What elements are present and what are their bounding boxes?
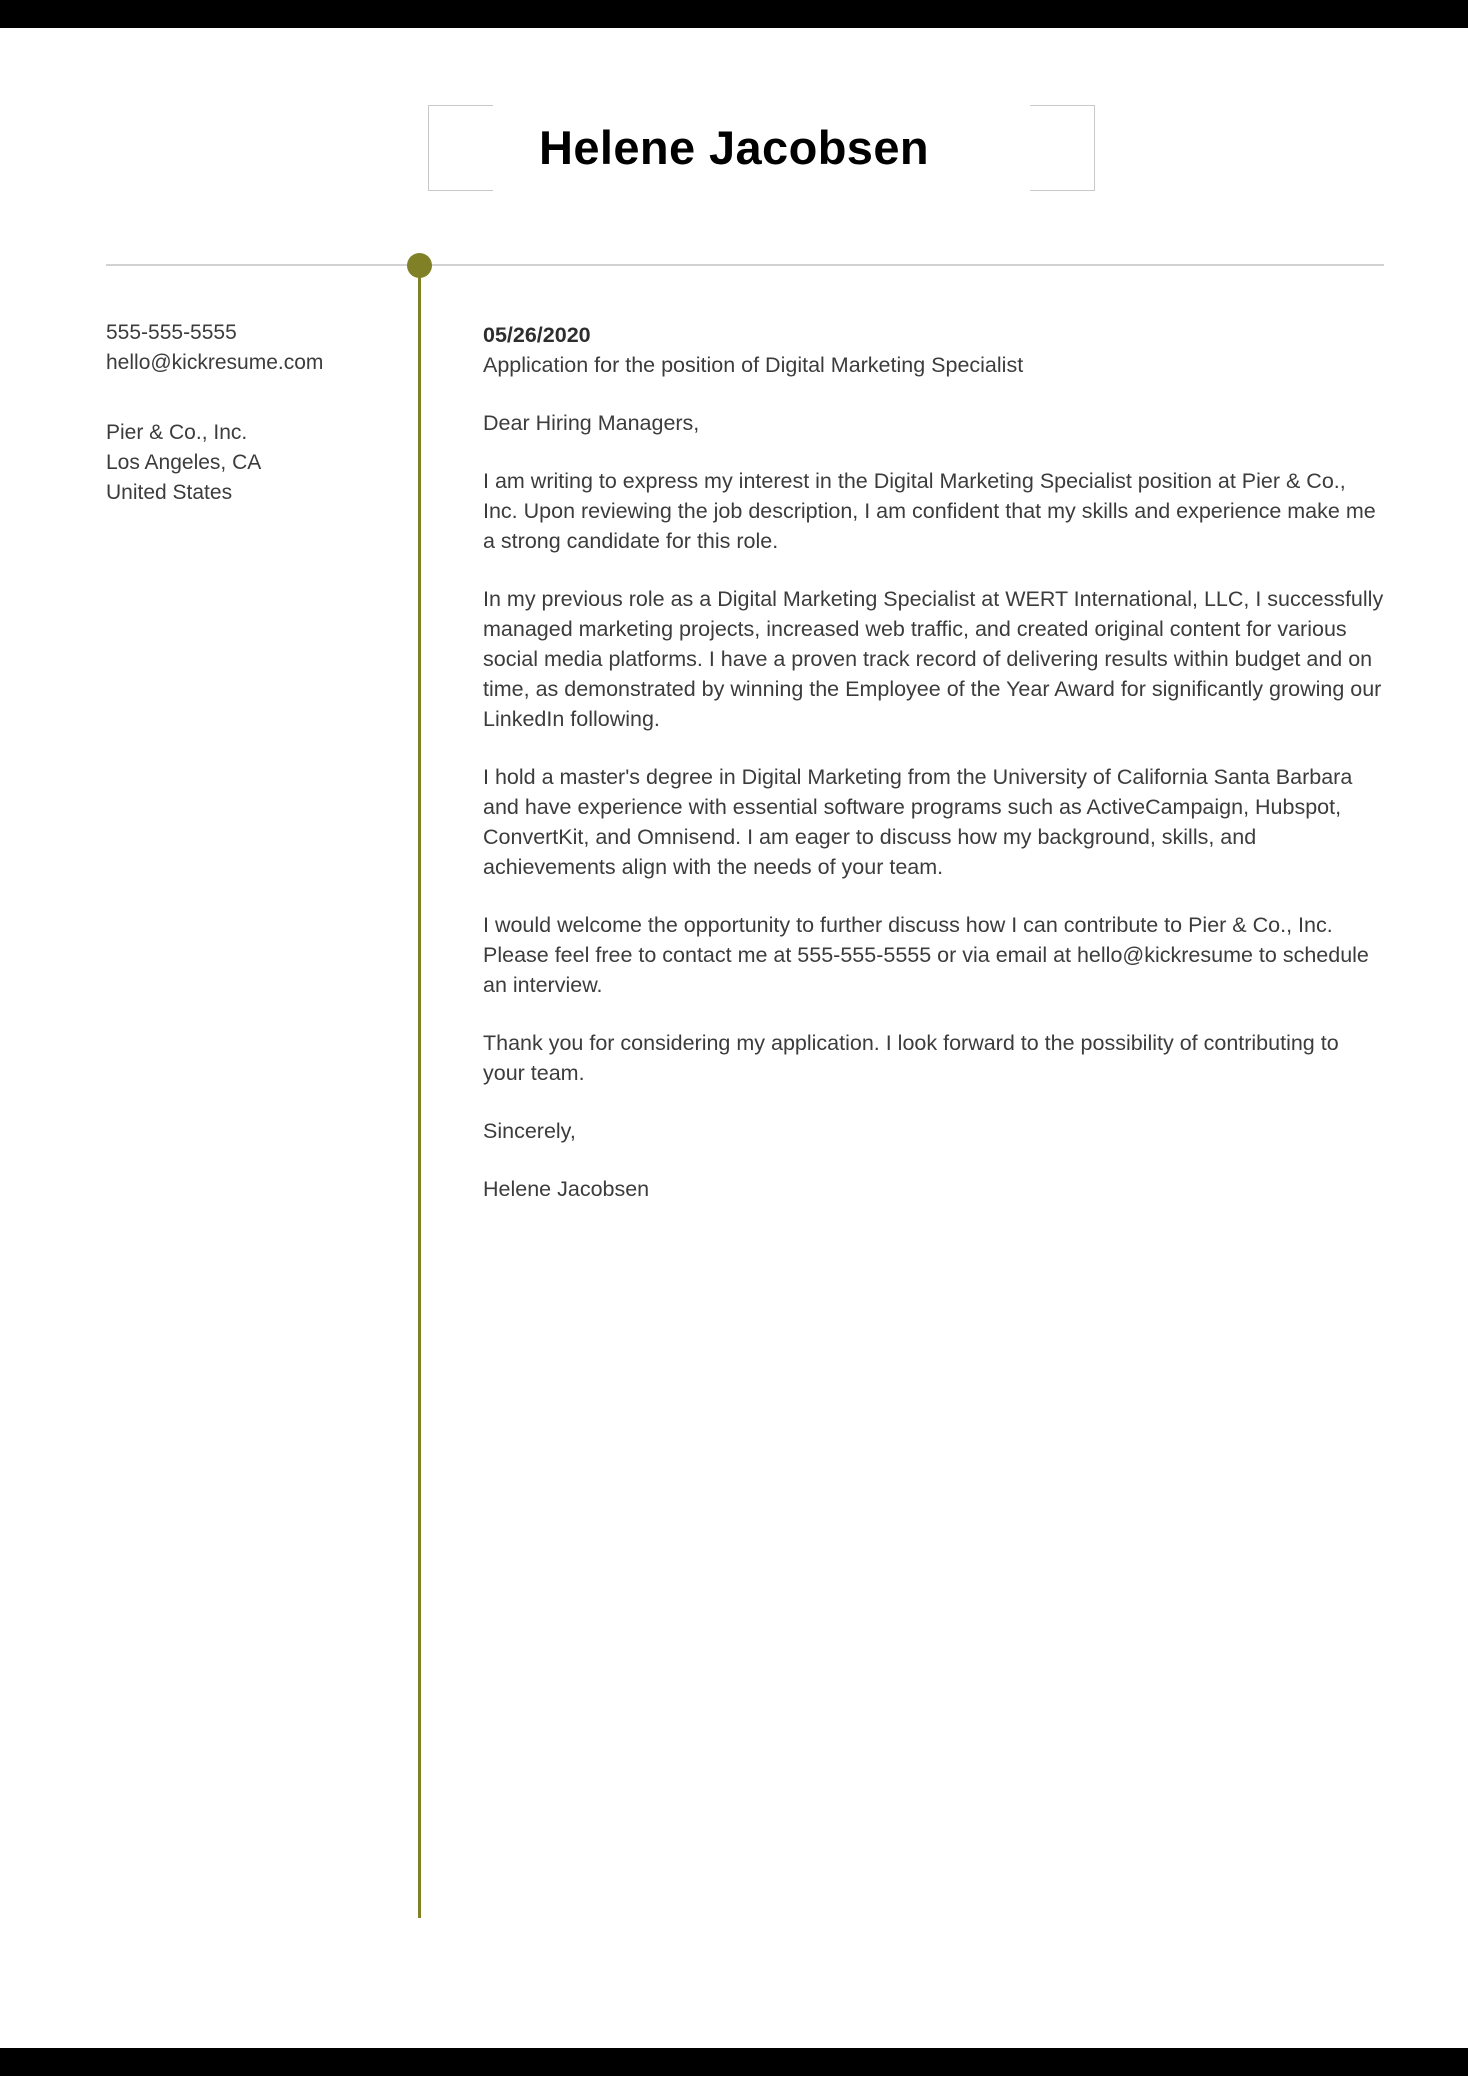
letter-paragraph: Thank you for considering my application. I look forward to the possibility of contributing to your team. bbox=[483, 1031, 1339, 1085]
recipient-country: United States bbox=[106, 481, 233, 504]
header-divider-rule bbox=[106, 264, 1384, 266]
bottom-black-bar bbox=[0, 2048, 1468, 2076]
recipient-company: Pier & Co., Inc. bbox=[106, 421, 248, 444]
accent-vertical-line bbox=[418, 276, 421, 1918]
letter-body bbox=[483, 320, 1385, 1204]
sidebar-contact-column bbox=[106, 318, 386, 508]
applicant-name: Helene Jacobsen bbox=[538, 121, 929, 174]
sender-phone: 555-555-5555 bbox=[106, 321, 237, 344]
letter-paragraph: I hold a master's degree in Digital Marketing from the University of California Santa Barbara and have experience with essential software programs such as ActiveCampaign, Hubspot, ConvertKit, and Omnisend. I am eager to discuss how my background, skills, and achievements align with the needs of your team. bbox=[483, 765, 1353, 879]
accent-dot bbox=[407, 253, 432, 278]
letter-paragraph: I would welcome the opportunity to further discuss how I can contribute to Pier & Co., Inc. Please feel free to contact me at 555-555-5555 or via email at hello@kickresume to schedule an interview. bbox=[483, 913, 1369, 997]
sender-contact-block bbox=[106, 318, 386, 378]
letter-subject: Application for the position of Digital Marketing Specialist bbox=[483, 353, 1024, 377]
letter-date: 05/26/2020 bbox=[483, 323, 591, 347]
letter-paragraph: I am writing to express my interest in the Digital Marketing Specialist position at Pier & Co., Inc. Upon reviewing the job description, I am confident that my skills and experience make me a strong candidate for this role. bbox=[483, 469, 1376, 553]
letter-paragraph: In my previous role as a Digital Marketing Specialist at WERT International, LLC, I successfully managed marketing projects, increased web traffic, and created original content for various social media platforms. I have a proven track record of delivering results within budget and on time, as demonstrated by winning the Employee of the Year Award for significantly growing our LinkedIn following. bbox=[483, 587, 1384, 731]
sender-email: hello@kickresume.com bbox=[106, 351, 324, 374]
top-black-bar bbox=[0, 0, 1468, 28]
letter-header bbox=[0, 28, 1468, 196]
letter-salutation: Dear Hiring Managers, bbox=[483, 411, 700, 435]
recipient-city: Los Angeles, CA bbox=[106, 451, 262, 474]
letter-closing: Sincerely, bbox=[483, 1119, 576, 1143]
letter-signature: Helene Jacobsen bbox=[483, 1177, 650, 1201]
recipient-address-block bbox=[106, 418, 386, 508]
